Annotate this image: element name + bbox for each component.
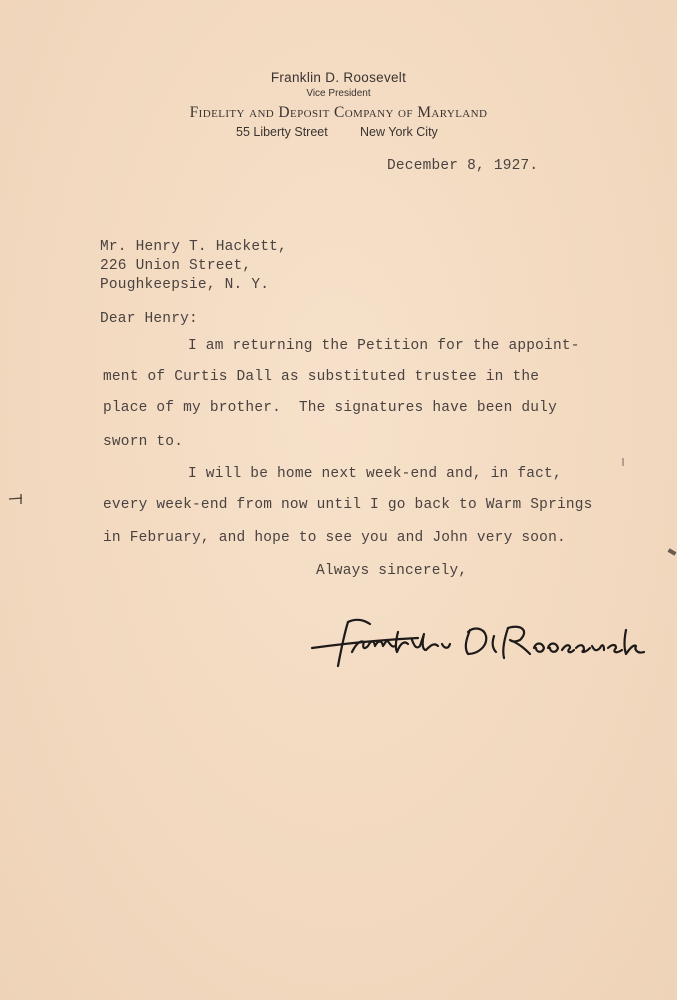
body-line: place of my brother. The signatures have been duly: [103, 400, 557, 416]
letterhead-city: New York City: [360, 125, 438, 139]
faint-mark: [622, 458, 624, 466]
closing: Always sincerely,: [316, 563, 468, 579]
body-line: I am returning the Petition for the appoint-: [188, 338, 580, 354]
body-line: ment of Curtis Dall as substituted trustee in the: [103, 369, 540, 385]
body-line: sworn to.: [103, 434, 184, 450]
letterhead-name: Franklin D. Roosevelt: [270, 70, 407, 85]
body-line: every week-end from now until I go back to Warm Springs: [103, 497, 593, 513]
body-line: in February, and hope to see you and John very soon.: [103, 530, 566, 546]
body-line: I will be home next week-end and, in fact,: [188, 466, 562, 482]
margin-tick: [8, 492, 24, 506]
recipient-street: 226 Union Street,: [100, 258, 252, 274]
recipient-name: Mr. Henry T. Hackett,: [100, 239, 287, 255]
letterhead-company: Fidelity and Deposit Company of Maryland: [189, 104, 488, 121]
signature-image: [308, 610, 648, 670]
letterhead-address: 55 Liberty Street: [236, 125, 328, 139]
recipient-city: Poughkeepsie, N. Y.: [100, 277, 270, 293]
edge-mark: [668, 548, 677, 555]
salutation: Dear Henry:: [100, 311, 198, 327]
letterhead-role: Vice President: [306, 88, 371, 99]
letter-date: December 8, 1927.: [387, 158, 539, 174]
